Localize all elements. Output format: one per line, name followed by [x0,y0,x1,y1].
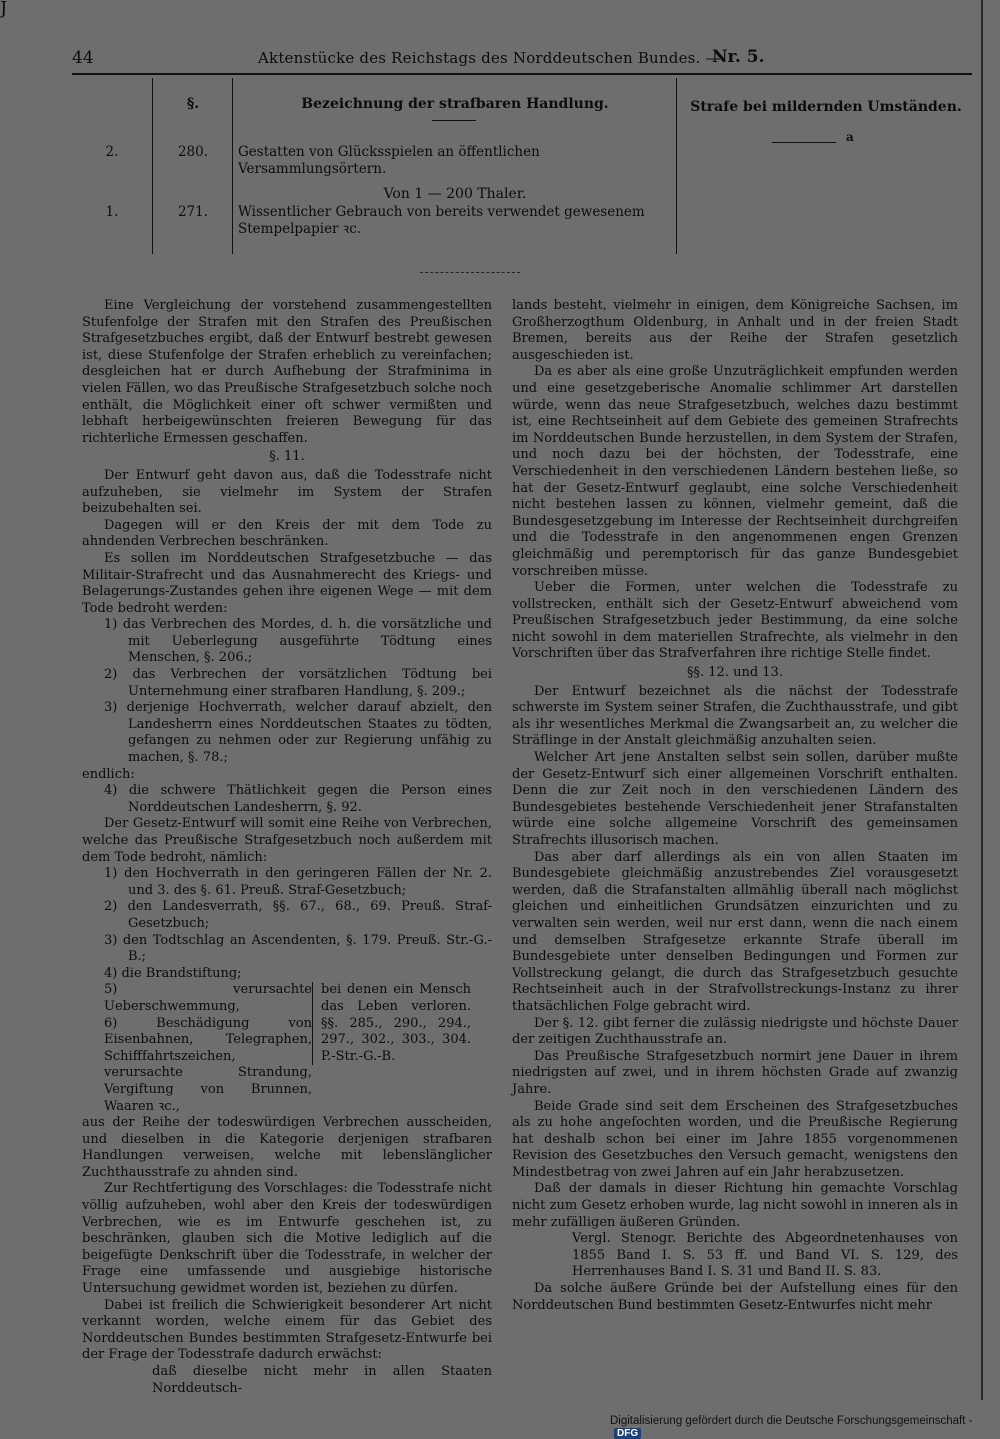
paragraph: aus der Reihe der todeswürdigen Verbrechen ausscheiden, und dieselben in die Kategorie derjenigen strafbaren Handlungen verweisen, welche mit lebenslänglicher Zuchthausstrafe zu ahnden sind. [82,1115,492,1180]
list-item: 6) Beschädigung von Eisenbahnen, Telegraphen, Schifffahrtszeichen, verursachte Strandung, Vergiftung von Brunnen, Waaren ꝛc., [104,1015,312,1114]
footer-credit [610,1415,1000,1439]
brace-block [104,982,492,1115]
table-divider [232,78,233,254]
page-header [72,48,952,74]
list-item: 4) die Brandstiftung; [104,965,242,981]
head-rule [432,120,476,121]
document-number: Nr. 5. [712,47,765,67]
paragraph: Eine Vergleichung der vorstehend zusammengestellten Stufenfolge der Strafen mit den Strafen des Preußischen Strafgesetzbuches ergibt, daß der Entwurf bestrebt gewesen ist, diese Stufenfolge der Strafen erheblich zu vereinfachen; desgleichen hat er durch Aufhebung der Strafminima in vielen Fällen, wo das Preußische Strafgesetzbuch solche noch enthält, die Möglichkeit einer oft schwer vermißten und lebhaft herbeigewünschten freieren Bewegung für das richterliche Ermessen geschaffen. [82,298,492,446]
paragraph: daß dieselbe nicht mehr in allen Staaten Norddeutsch- [152,1364,492,1396]
paragraph: endlich: [82,766,135,782]
footer-text: Digitalisierung gefördert durch die Deutsche Forschungsgemeinschaft - [610,1415,973,1427]
section-heading: §. 11. [269,449,305,465]
left-column [82,298,492,1397]
paragraph: Der Entwurf geht davon aus, daß die Todesstrafe nicht aufzuheben, sie vielmehr im System der Strafen beizubehalten sei. [82,467,492,517]
list-item: 2) den Landesverrath, §§. 67., 68., 69. Preuß. Straf-Gesetzbuch; [104,899,492,931]
row-number: 2. [105,144,119,160]
list-item: 1) den Hochverrath in den geringeren Fällen der Nr. 2. und 3. des §. 61. Preuß. Straf-Gesetzbuch; [104,866,492,898]
paragraph: Der §. 12. gibt ferner die zulässig niedrigste und höchste Dauer der zeitigen Zuchthausstrafe an. [512,1015,958,1048]
table-head-penalty: Strafe bei mildernden Umständen. [690,99,962,115]
paragraph: Dagegen will er den Kreis der mit dem Tode zu ahndenden Verbrechen beschränken. [82,517,492,550]
penalty-range: Von 1 — 200 Thaler. [383,186,527,202]
list-item: 4) die schwere Thätlichkeit gegen die Person eines Norddeutschen Landesherrn, §. 92. [104,783,492,815]
corner-mark: J [0,0,8,19]
paragraph: Da es aber als eine große Unzuträglichkeit empfunden werden und eine gesetzgeberische Anomalie schlimmer Art darstellen würde, wenn das neue Strafgesetzbuch, welches dazu bestimmt ist, eine Rechtseinheit auf dem Gebiete des gemeinen Strafrechts im Norddeutschen Bunde herzustellen, in dem System der Strafen, und noch dazu bei der höchsten, der Todesstrafe, eine Verschiedenheit in den verschiedenen Ländern bestehen ließe, so hat der Gesetz-Entwurf geglaubt, eine solche Verschiedenheit nicht bestehen lassen zu können, vielmehr gemeint, daß die Bundesgesetzgebung im Interesse der Rechtseinheit durchgreifen und die Todesstrafe in den angenommenen engen Grenzen gleichmäßig und peremptorisch für das ganze Bundesgebiet vorschreiben müsse. [512,364,958,579]
right-column [512,298,958,1314]
paragraph: Da solche äußere Gründe bei der Aufstellung eines für den Norddeutschen Bund bestimmten Gesetz-Entwurfes nicht mehr [512,1281,958,1313]
paragraph: Daß der damals in dieser Richtung hin gemachte Vorschlag nicht zum Gesetz erhoben wurde, lag nicht sowohl in inneren als in mehr zufälligen äußeren Gründen. [512,1181,958,1230]
table-head-description: Bezeichnung der strafbaren Handlung. [301,96,609,112]
paragraph: Ueber die Formen, unter welchen die Todesstrafe zu vollstrecken, enthält sich der Gesetz-Entwurf abweichend vom Preußischen Strafgesetzbuch jeder Bestimmung, da eine solche nicht sowohl in dem materiellen Strafrechte, als vielmehr in den Vorschriften über das Strafverfahren ihre richtige Stelle findet. [512,580,958,662]
paragraph: Es sollen im Norddeutschen Strafgesetzbuche — das Militair-Strafrecht und das Ausnahmerecht des Kriegs- und Belagerungs-Zustandes gehen ihre eigenen Wege — mit dem Tode bedroht werden: [82,550,492,616]
head-mark: a [846,130,854,144]
paragraph: Das Preußische Strafgesetzbuch normirt jene Dauer in ihrem niedrigsten auf zwei, und in ihrem höchsten Grade auf zwanzig Jahre. [512,1048,958,1097]
table-divider [676,78,677,254]
list-item: 2) das Verbrechen der vorsätzlichen Tödtung bei Unternehmung einer strafbaren Handlung, §. 209.; [104,667,492,699]
section-separator [420,272,520,274]
penalty-table [72,78,972,256]
brace-note: bei denen ein Mensch das Leben verloren. §§. 285., 290., 294., 297., 302., 303., 304. P.-Str.-G.-B. [312,982,471,1065]
row-paragraph: 271. [177,204,209,220]
header-rule [72,73,972,75]
running-title: Aktenstücke des Reichstags des Norddeutschen Bundes. — [258,49,721,67]
table-divider [152,78,153,254]
row-description: Wissentlicher Gebrauch von bereits verwendet gewesenem Stempelpapier ꝛc. [238,204,645,237]
paragraph: Zur Rechtfertigung des Vorschlages: die Todesstrafe nicht völlig aufzuheben, wohl aber den Kreis der todeswürdigen Verbrechen, wie es im Entwurfe geschehen ist, zu beschränken, glauben sich die Motive lediglich auf die beigefügte Denkschrift über die Todesstrafe, in welcher der Frage eine umfassende und ausgiebige historische Untersuchung gewidmet worden ist, beziehen zu dürfen. [82,1181,492,1297]
paragraph: Beide Grade sind seit dem Erscheinen des Strafgesetzbuches als zu hohe angefochten worden, und die Preußische Regierung hat deshalb schon bei einer im Jahre 1855 vorgenommenen Revision des Gesetzbuches den Versuch gemacht, wenigstens den Mindestbetrag von zwei Jahren auf ein Jahr herabzusetzen. [512,1098,958,1180]
table-head-paragraph: §. [186,96,200,112]
paragraph: Das aber darf allerdings als ein von allen Staaten im Bundesgebiete gleichmäßig anzustrebendes Ziel vorausgesetzt werden, daß die Strafanstalten allmählig überall nach möglichst gleichen und einheitlichen Grundsätzen einzurichten und zu verwalten sein werden, weil nur erst dann, wenn die nach einem und demselben Strafgesetze erkannte Strafe überall im Bundesgebiete unter denselben Bedingungen und Formen zur Vollstreckung gelangt, die durch das Strafgesetzbuch gesuchte Rechtseinheit auch in der Strafvollstreckungs-Instanz zu ihrer thatsächlichen Folge gebracht wird. [512,849,958,1014]
reference: Vergl. Stenogr. Berichte des Abgeordnetenhauses von 1855 Band I. S. 53 ff. und Band VI. S. 129, des Herrenhauses Band I. S. 31 und Band II. S. 83. [572,1231,958,1280]
paragraph: Welcher Art jene Anstalten selbst sein sollen, darüber mußte der Gesetz-Entwurf sich einer allgemeinen Vorschrift enthalten. Denn die zur Zeit noch in den verschiedenen Ländern des Bundesgebietes bestehende Verschiedenheit jener Strafanstalten würde eine solche allgemeine Vorschrift des gemeinsamen Strafrechts illusorisch machen. [512,750,958,848]
list-item: 3) derjenige Hochverrath, welcher darauf abzielt, den Landesherrn eines Norddeutschen Staates zu tödten, gefangen zu nehmen oder zur Regierung unfähig zu machen, §. 78.; [104,700,492,766]
paragraph: Der Gesetz-Entwurf will somit eine Reihe von Verbrechen, welche das Preußische Strafgesetzbuch noch außerdem mit dem Tode bedroht, nämlich: [82,816,492,865]
row-paragraph: 280. [177,144,209,160]
row-number: 1. [105,204,119,220]
row-description: Gestatten von Glücksspielen an öffentlichen Versammlungsörtern. [238,144,540,177]
brace-items [104,982,312,1115]
page-number: 44 [72,48,94,68]
list-item: 3) den Todtschlag an Ascendenten, §. 179. Preuß. Str.-G.-B.; [104,932,492,965]
list-item: 5) verursachte Ueberschwemmung, [104,982,312,1014]
list-item: 1) das Verbrechen des Mordes, d. h. die vorsätzliche und mit Ueberlegung ausgeführte Tödtung eines Menschen, §. 206.; [104,617,492,666]
dfg-logo: DFG [614,1428,641,1439]
paragraph: Der Entwurf bezeichnet als die nächst der Todesstrafe schwerste im System seiner Strafen, die Zuchthausstrafe, und gibt als ihr wesentliches Merkmal die Zwangsarbeit an, zu welcher die Sträflinge in der Anstalt gleichmäßig anzuhalten seien. [512,683,958,749]
section-heading: §§. 12. und 13. [687,665,783,681]
paragraph: lands besteht, vielmehr in einigen, dem Königreiche Sachsen, im Großherzogthum Oldenburg, in Anhalt und in der freien Stadt Bremen, bereits aus der Reihe der Strafen gesetzlich ausgeschieden ist. [512,298,958,363]
page-edge [981,0,983,1400]
head-rule [772,142,836,143]
paragraph: Dabei ist freilich die Schwierigkeit besonderer Art nicht verkannt worden, welche einem für das Gebiet des Norddeutschen Bundes bestimmten Strafgesetz-Entwurfe bei der Frage der Todesstrafe dadurch erwächst: [82,1297,492,1363]
